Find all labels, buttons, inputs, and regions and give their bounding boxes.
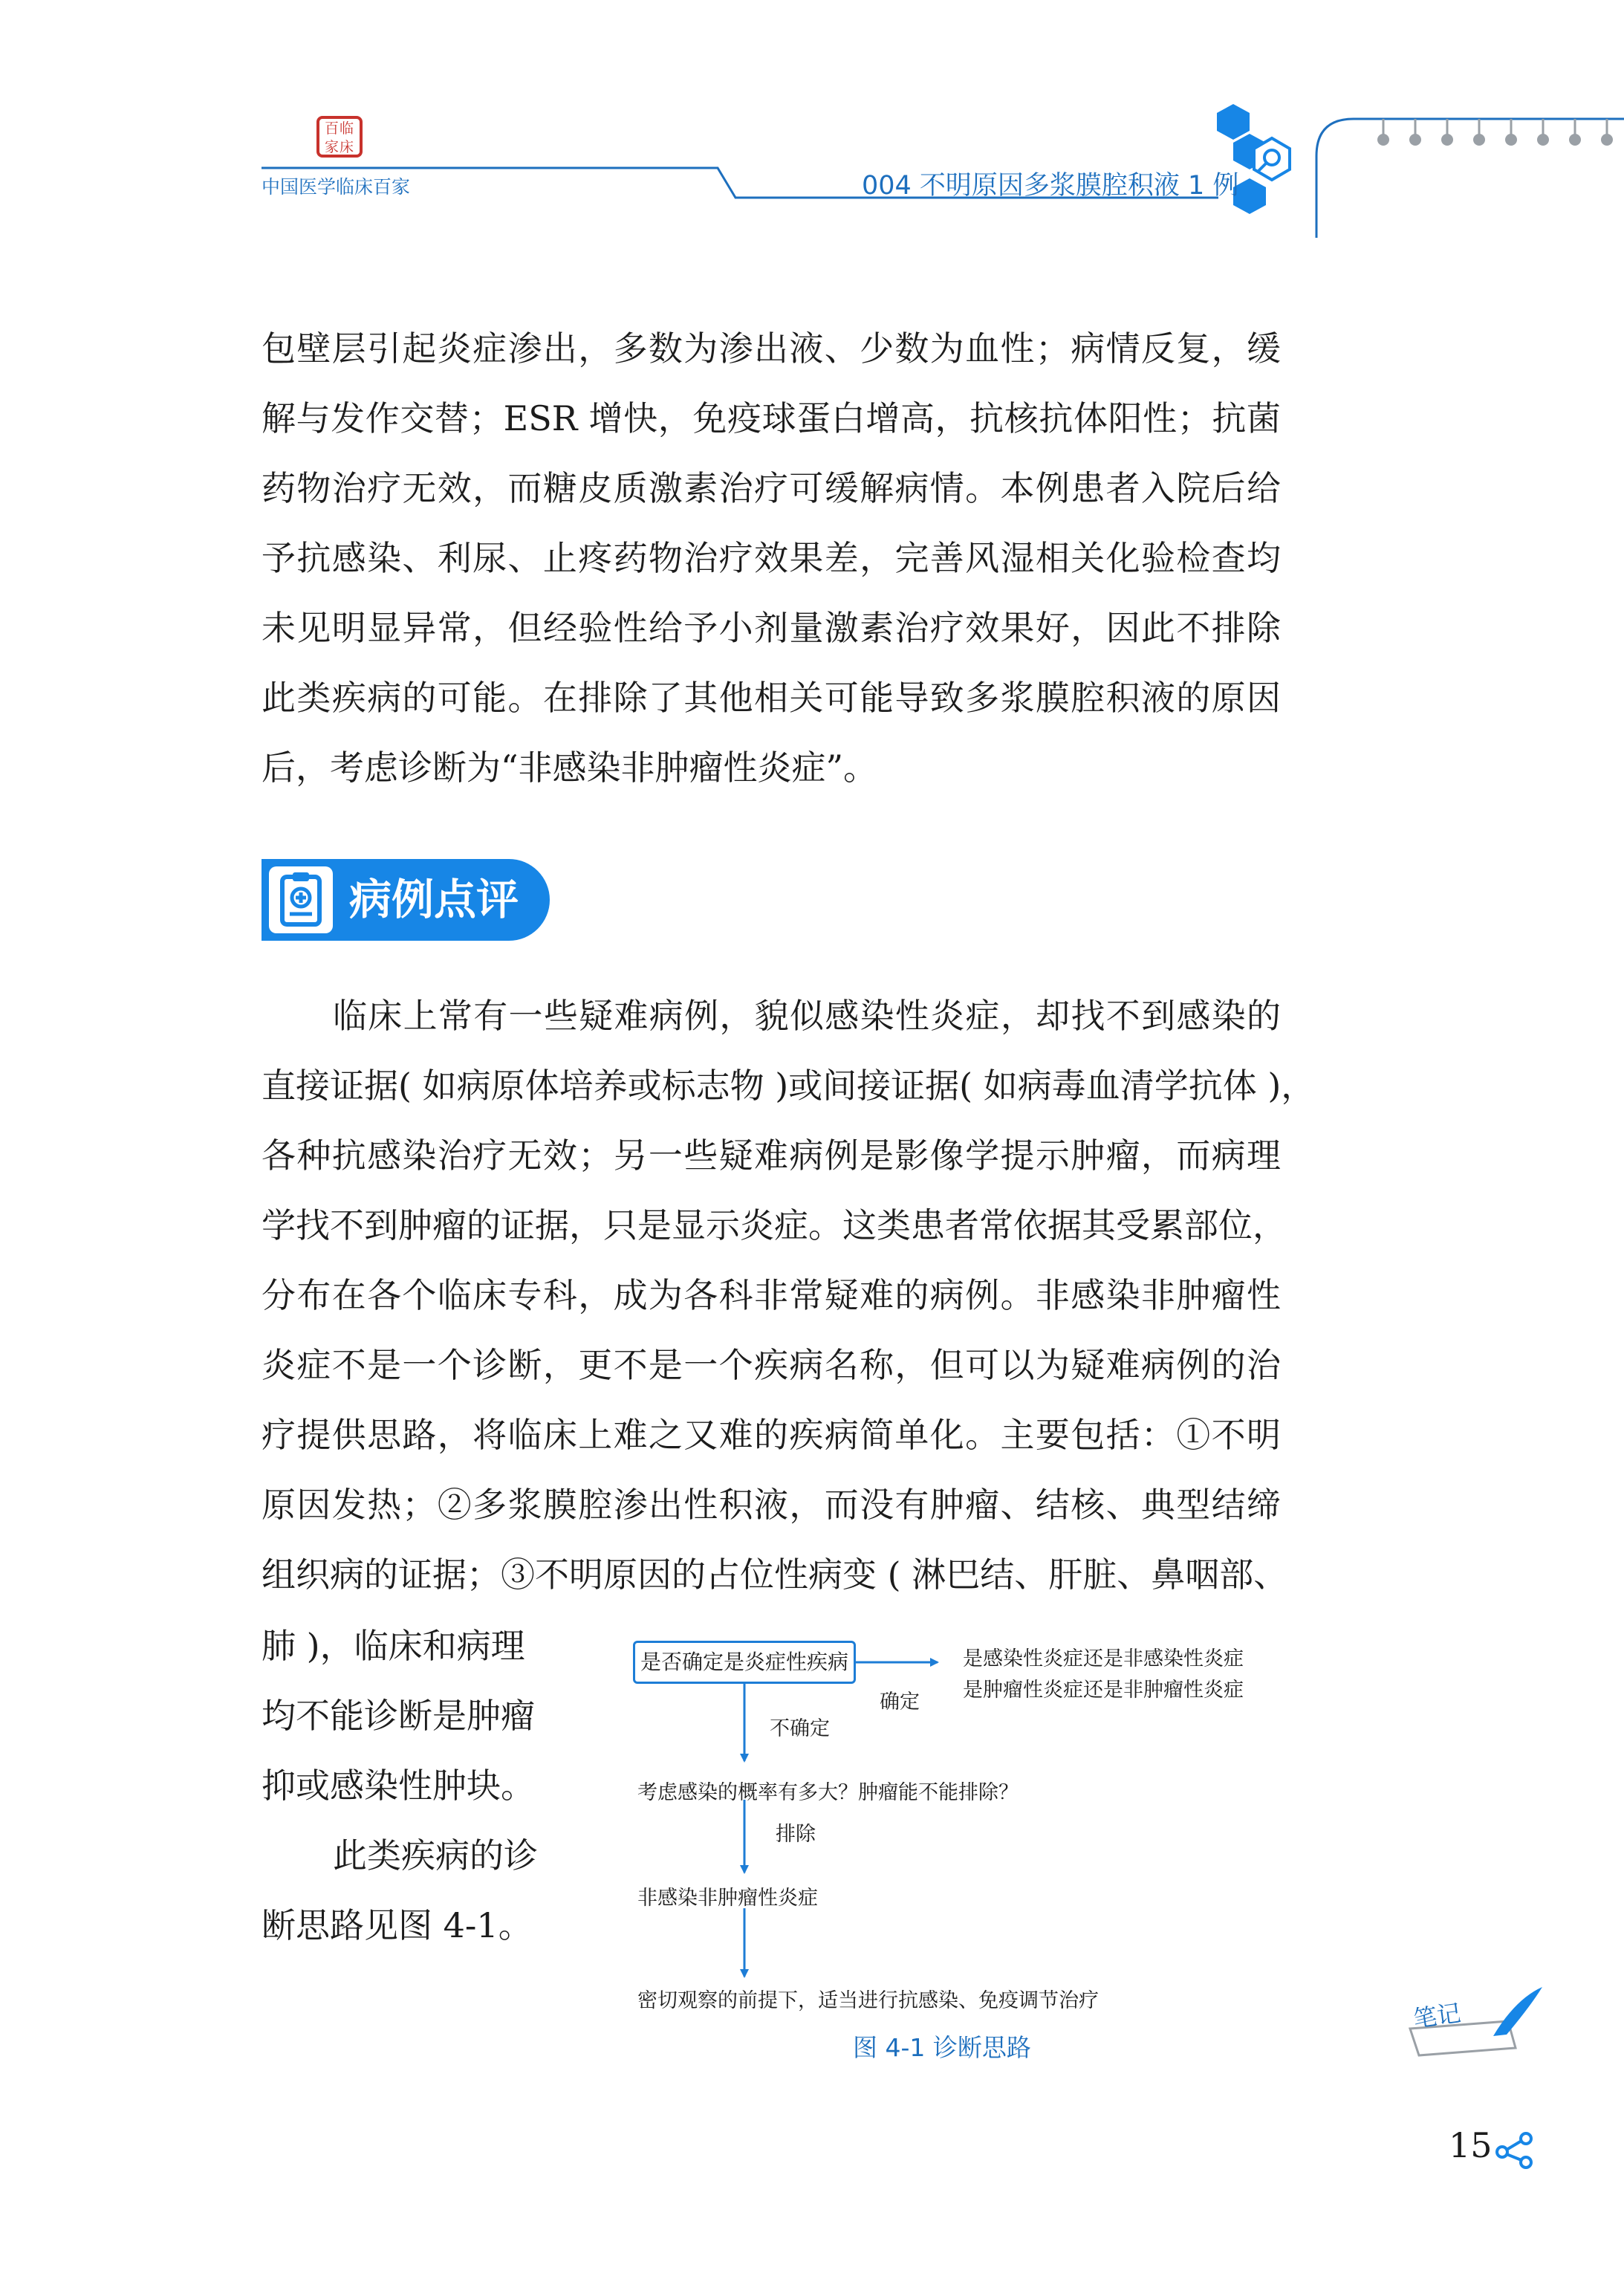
text-line: 疗提供思路，将临床上难之又难的疾病简单化。主要包括：①不明 bbox=[262, 1415, 1281, 1455]
flowchart-uncertain-label: 不确定 bbox=[770, 1717, 830, 1740]
flowchart-step: 密切观察的前提下，适当进行抗感染、免疫调节治疗 bbox=[637, 1989, 1099, 2012]
text-line: 后，考虑诊断为“非感染非肿瘤性炎症”。 bbox=[262, 748, 878, 788]
text-line: 临床上常有一些疑难病例，貌似感染性炎症，却找不到感染的 bbox=[333, 996, 1281, 1036]
flowchart-confirm-result: 是肿瘤性炎症还是非肿瘤性炎症 bbox=[963, 1679, 1244, 1702]
text-line: 药物治疗无效，而糖皮质激素治疗可缓解病情。本例患者入院后给 bbox=[262, 468, 1281, 508]
section-title: 病例点评 bbox=[349, 875, 519, 924]
text-line: 学找不到肿瘤的证据，只是显示炎症。这类患者常依据其受累部位， bbox=[262, 1205, 1287, 1245]
figure-caption: 图 4-1 诊断思路 bbox=[853, 2033, 1031, 2062]
flowchart-start-box: 是否确定是炎症性疾病 bbox=[633, 1641, 856, 1684]
brand-seal-logo: 百临家床 bbox=[316, 116, 363, 158]
chapter-title: 004 不明原因多浆膜腔积液 1 例 bbox=[862, 171, 1239, 201]
flowchart-step: 非感染非肿瘤性炎症 bbox=[637, 1887, 818, 1910]
text-line: 此类疾病的诊 bbox=[333, 1835, 538, 1876]
flowchart-confirm-result: 是感染性炎症还是非感染性炎症 bbox=[963, 1647, 1244, 1670]
flowchart-step: 考虑感染的概率有多大？肿瘤能不能排除？ bbox=[637, 1781, 1019, 1804]
text-line: 炎症不是一个诊断，更不是一个疾病名称，但可以为疑难病例的治 bbox=[262, 1345, 1281, 1385]
notes-label: 笔记 bbox=[1411, 1998, 1463, 2034]
text-line: 此类疾病的可能。在排除了其他相关可能导致多浆膜腔积液的原因 bbox=[262, 678, 1281, 718]
text-line: 分布在各个临床专科，成为各科非常疑难的病例。非感染非肿瘤性 bbox=[262, 1275, 1281, 1315]
text-line: 抑或感染性肿块。 bbox=[262, 1766, 535, 1806]
text-line: 各种抗感染治疗无效；另一些疑难病例是影像学提示肿瘤，而病理 bbox=[262, 1135, 1281, 1176]
flowchart-confirm-label: 确定 bbox=[880, 1691, 920, 1714]
text-line: 断思路见图 4-1。 bbox=[262, 1905, 533, 1945]
text-line: 原因发热；②多浆膜腔渗出性积液，而没有肿瘤、结核、典型结缔 bbox=[262, 1485, 1281, 1525]
text-line: 包壁层引起炎症渗出，多数为渗出液、少数为血性；病情反复，缓 bbox=[262, 328, 1281, 369]
text-line: 组织病的证据；③不明原因的占位性病变 ( 淋巴结、肝脏、鼻咽部、 bbox=[262, 1555, 1288, 1595]
text-line: 肺 )，临床和病理 bbox=[262, 1626, 525, 1666]
text-line: 未见明显异常，但经验性给予小剂量激素治疗效果好，因此不排除 bbox=[262, 608, 1281, 648]
brand-name: 中国医学临床百家 bbox=[262, 176, 411, 198]
text-line: 解与发作交替；ESR 增快，免疫球蛋白增高，抗核抗体阳性；抗菌 bbox=[262, 398, 1281, 438]
text-line: 予抗感染、利尿、止疼药物治疗效果差，完善风湿相关化验检查均 bbox=[262, 538, 1281, 578]
text-line: 直接证据( 如病原体培养或标志物 )或间接证据( 如病毒血清学抗体 )， bbox=[262, 1066, 1316, 1106]
flowchart-exclude-label: 排除 bbox=[776, 1823, 816, 1846]
page-number: 15 bbox=[1449, 2125, 1493, 2165]
share-nodes-icon bbox=[1493, 2130, 1535, 2171]
text-line: 均不能诊断是肿瘤 bbox=[262, 1696, 535, 1736]
